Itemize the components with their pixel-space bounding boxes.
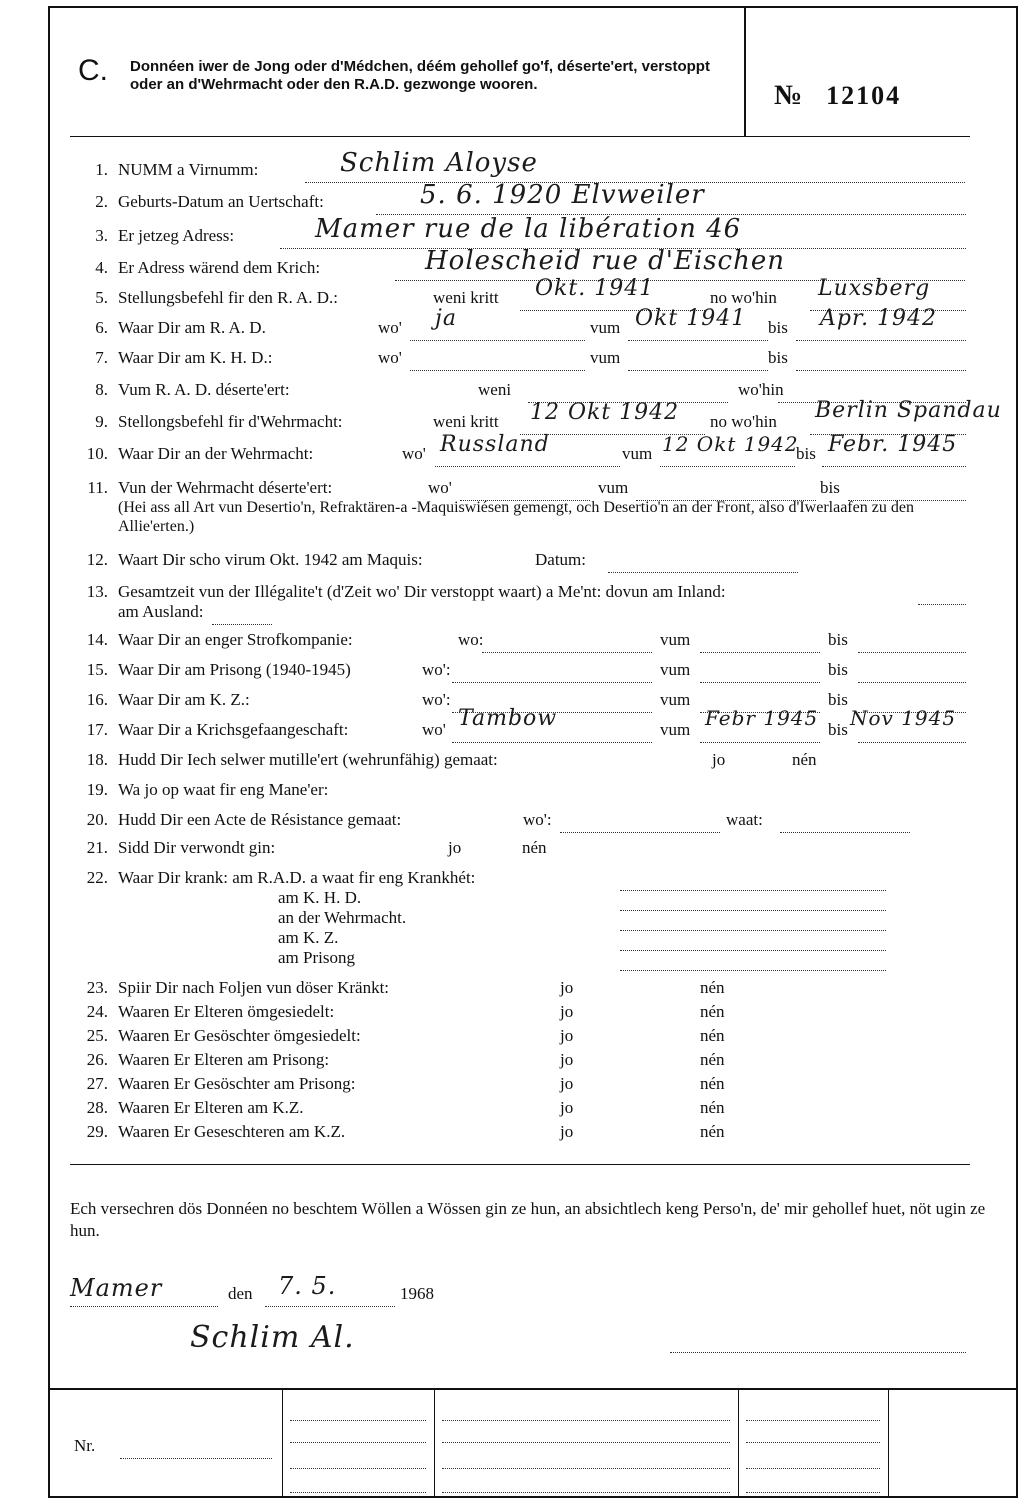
handwritten-name: Schlim Aloyse [340, 148, 538, 178]
field-row-1: 1. NUMM a Virnumm: [95, 160, 259, 179]
field-row-8: 8. Vum R. A. D. déserte'ert: [95, 380, 290, 399]
field-row-16: 16. Waar Dir am K. Z.: [86, 690, 250, 709]
field-row-5: 5. Stellungsbefehl fir den R. A. D.: [95, 288, 339, 307]
field-row-18: 18. Hudd Dir Iech selwer mutille'ert (wehrunfähig) gemaat: [86, 750, 498, 769]
field-row-20: 20. Hudd Dir een Acte de Résistance gemaat: [86, 810, 402, 829]
handwritten-place: Mamer [70, 1274, 163, 1302]
field-row-12: 12. Waart Dir scho virum Okt. 1942 am Maquis: [86, 550, 423, 569]
handwritten-war-address: Holescheid rue d'Eischen [425, 246, 785, 276]
header-divider [744, 8, 746, 136]
handwritten-address: Mamer rue de la libération 46 [315, 214, 742, 244]
field-row-14: 14. Waar Dir an enger Strofkompanie: [86, 630, 353, 649]
field-row-6: 6. Waar Dir am R. A. D. [95, 318, 266, 337]
field-row-22: 22. Waar Dir krank: am R.A.D. a waat fir eng Krankhét: [86, 868, 476, 887]
section-letter: C. [78, 54, 108, 87]
form-title: Donnéen iwer de Jong oder d'Médchen, déém gehollef go'f, déserte'ert, verstoppt oder an d'Wehrmacht oder den R.A.D. gezwonge wooren. [130, 58, 710, 93]
field-row-24: 24. Waaren Er Elteren ömgesiedelt: [86, 1002, 335, 1021]
field-row-7: 7. Waar Dir am K. H. D.: [95, 348, 273, 367]
field-row-17: 17. Waar Dir a Krichsgefaangeschaft: [86, 720, 349, 739]
form-sheet: C. Donnéen iwer de Jong oder d'Médchen, déém gehollef go'f, déserte'ert, verstoppt oder an d'Wehrmacht oder den R.A.D. gezwonge wooren. № 12104 1. NUMM a Virnumm: Schlim Aloyse 2. Geburts-Datum an Uertschaft: 5. 6. 1920 Elvweiler 3. Er jetzeg Adress: Mamer rue de la libération 46 4. Er Adress wärend dem Krich: Holescheid rue d'Eischen 5. Stellungsbefehl fir den R. A. D.: weni kritt Okt. 1941 no wo'hin Luxsberg 6. Waar Dir am R. A. D. wo' ja vum Okt 1941 bis Apr. 1942 7. Waar Dir am K. H. D.: wo' vum bis 8. Vum R. A. D. déserte'ert: weni wo'hin 9. Stellongsbefehl fir d'Wehrmacht: weni kritt 12 Okt 1942 no wo'hin Berlin Spandau 10. Waar Dir an der Wehrmacht: wo' Russland vum 12 Okt 1942 bis Febr. 1945 11. Vun der Wehrmacht déserte'ert: wo' vum bis (Hei ass all Art vun Desertio'n, Refraktären-a -Maquiswiésen gemengt, och Desertio'n an der Front, also d'Iwerlaafen zu den Allie'erten.) 12. Waart Dir scho virum Okt. 1942 am Maquis: Datum: 13. Gesamtzeit vun der Illégalite't (d'Zeit wo' Dir verstoppt waart) a Me'nt: dovun am Inland: am Ausland: 14. Waar Dir an enger Strofkompanie: wo: vum bis 15. Waar Dir am Prisong (1940-1945) wo': vum bis 16. Waar Dir am K. Z.: wo': vum bis 17. Waar Dir a Krichsgefaangeschaft: wo' Tambow vum Febr 1945 bis Nov 1945 18. Hudd Dir Iech selwer mutille'ert (wehrunfähig) gemaat: jo nén 19. Wa jo op waat fir eng Mane'er: 20. Hudd Dir een Acte de Résistance gemaat: wo': waat: 21. Sidd Dir verwondt gin: jo nén 22. Waar Dir krank: am R.A.D. a waat fir eng Krankhét: am K. H. D. an der Wehrmacht. am K. Z. am Prisong 23. Spiir Dir nach Foljen vun döser Kränkt: jo nén 24. Waaren Er Elteren ömgesiedelt: jo nén 25. Waaren Er Gesöschter ömgesiedelt: jo nén 26. Waaren Er Elteren am Prisong: jo nén 27. Waaren Er Gesöschter am Prisong: jo nén 28. Waaren Er Elteren am K.Z. jo nén 29. Waaren Er Geseschteren am K.Z. jo nén Ech versechren dös Donnéen no beschtem Wöllen a Wössen gin ze hun, an absichtlech keng Perso'n, de' mir gehollef huet, nöt ugin ze hun. Mamer den 7. 5. 1968 Schlim Al. Nr. [48, 6, 1018, 1498]
field-row-11: 11. Vun der Wehrmacht déserte'ert: [87, 478, 333, 497]
field-row-13: 13. Gesamtzeit vun der Illégalite't (d'Zeit wo' Dir verstoppt waart) a Me'nt: dovun am Inland: [86, 582, 726, 601]
field-row-15: 15. Waar Dir am Prisong (1940-1945) [86, 660, 351, 679]
field-row-19: 19. Wa jo op waat fir eng Mane'er: [86, 780, 329, 799]
field-row-29: 29. Waaren Er Geseschteren am K.Z. [86, 1122, 346, 1141]
footer-rule [50, 1388, 1016, 1390]
declaration-text: Ech versechren dös Donnéen no beschtem Wöllen a Wössen gin ze hun, an absichtlech keng Perso'n, de' mir gehollef huet, nöt ugin ze hun. [70, 1199, 986, 1240]
field-row-2: 2. Geburts-Datum an Uertschaft: [95, 192, 324, 211]
nr-label: Nr. [74, 1436, 96, 1455]
number-value: 12104 [826, 81, 902, 110]
den-label: den [228, 1284, 253, 1303]
number-symbol: № [774, 80, 805, 111]
field-row-10: 10. Waar Dir an der Wehrmacht: [86, 444, 314, 463]
field-row-23: 23. Spiir Dir nach Foljen vun döser Kränkt: [86, 978, 390, 997]
field-row-21: 21. Sidd Dir verwondt gin: [86, 838, 276, 857]
year-label: 1968 [400, 1284, 434, 1303]
desertion-note: (Hei ass all Art vun Desertio'n, Refraktären-a -Maquiswiésen gemengt, och Desertio'n an der Front, also d'Iwerlaafen zu den Allie'erten.) [118, 499, 914, 535]
handwritten-date: 7. 5. [278, 1272, 337, 1300]
field-row-28: 28. Waaren Er Elteren am K.Z. [86, 1098, 304, 1117]
field-row-25: 25. Waaren Er Gesöschter ömgesiedelt: [86, 1026, 361, 1045]
field-row-3: 3. Er jetzeg Adress: [95, 226, 235, 245]
signature-line [670, 1338, 966, 1353]
form-number [774, 80, 901, 112]
field-row-26: 26. Waaren Er Elteren am Prisong: [86, 1050, 330, 1069]
handwritten-signature: Schlim Al. [190, 1320, 355, 1355]
header-rule [70, 136, 970, 137]
field-row-4: 4. Er Adress wärend dem Krich: [95, 258, 321, 277]
field-row-27: 27. Waaren Er Gesöschter am Prisong: [86, 1074, 356, 1093]
handwritten-birth: 5. 6. 1920 Elvweiler [420, 180, 705, 210]
field-row-9: 9. Stellongsbefehl fir d'Wehrmacht: [95, 412, 343, 431]
section-rule [70, 1164, 970, 1165]
